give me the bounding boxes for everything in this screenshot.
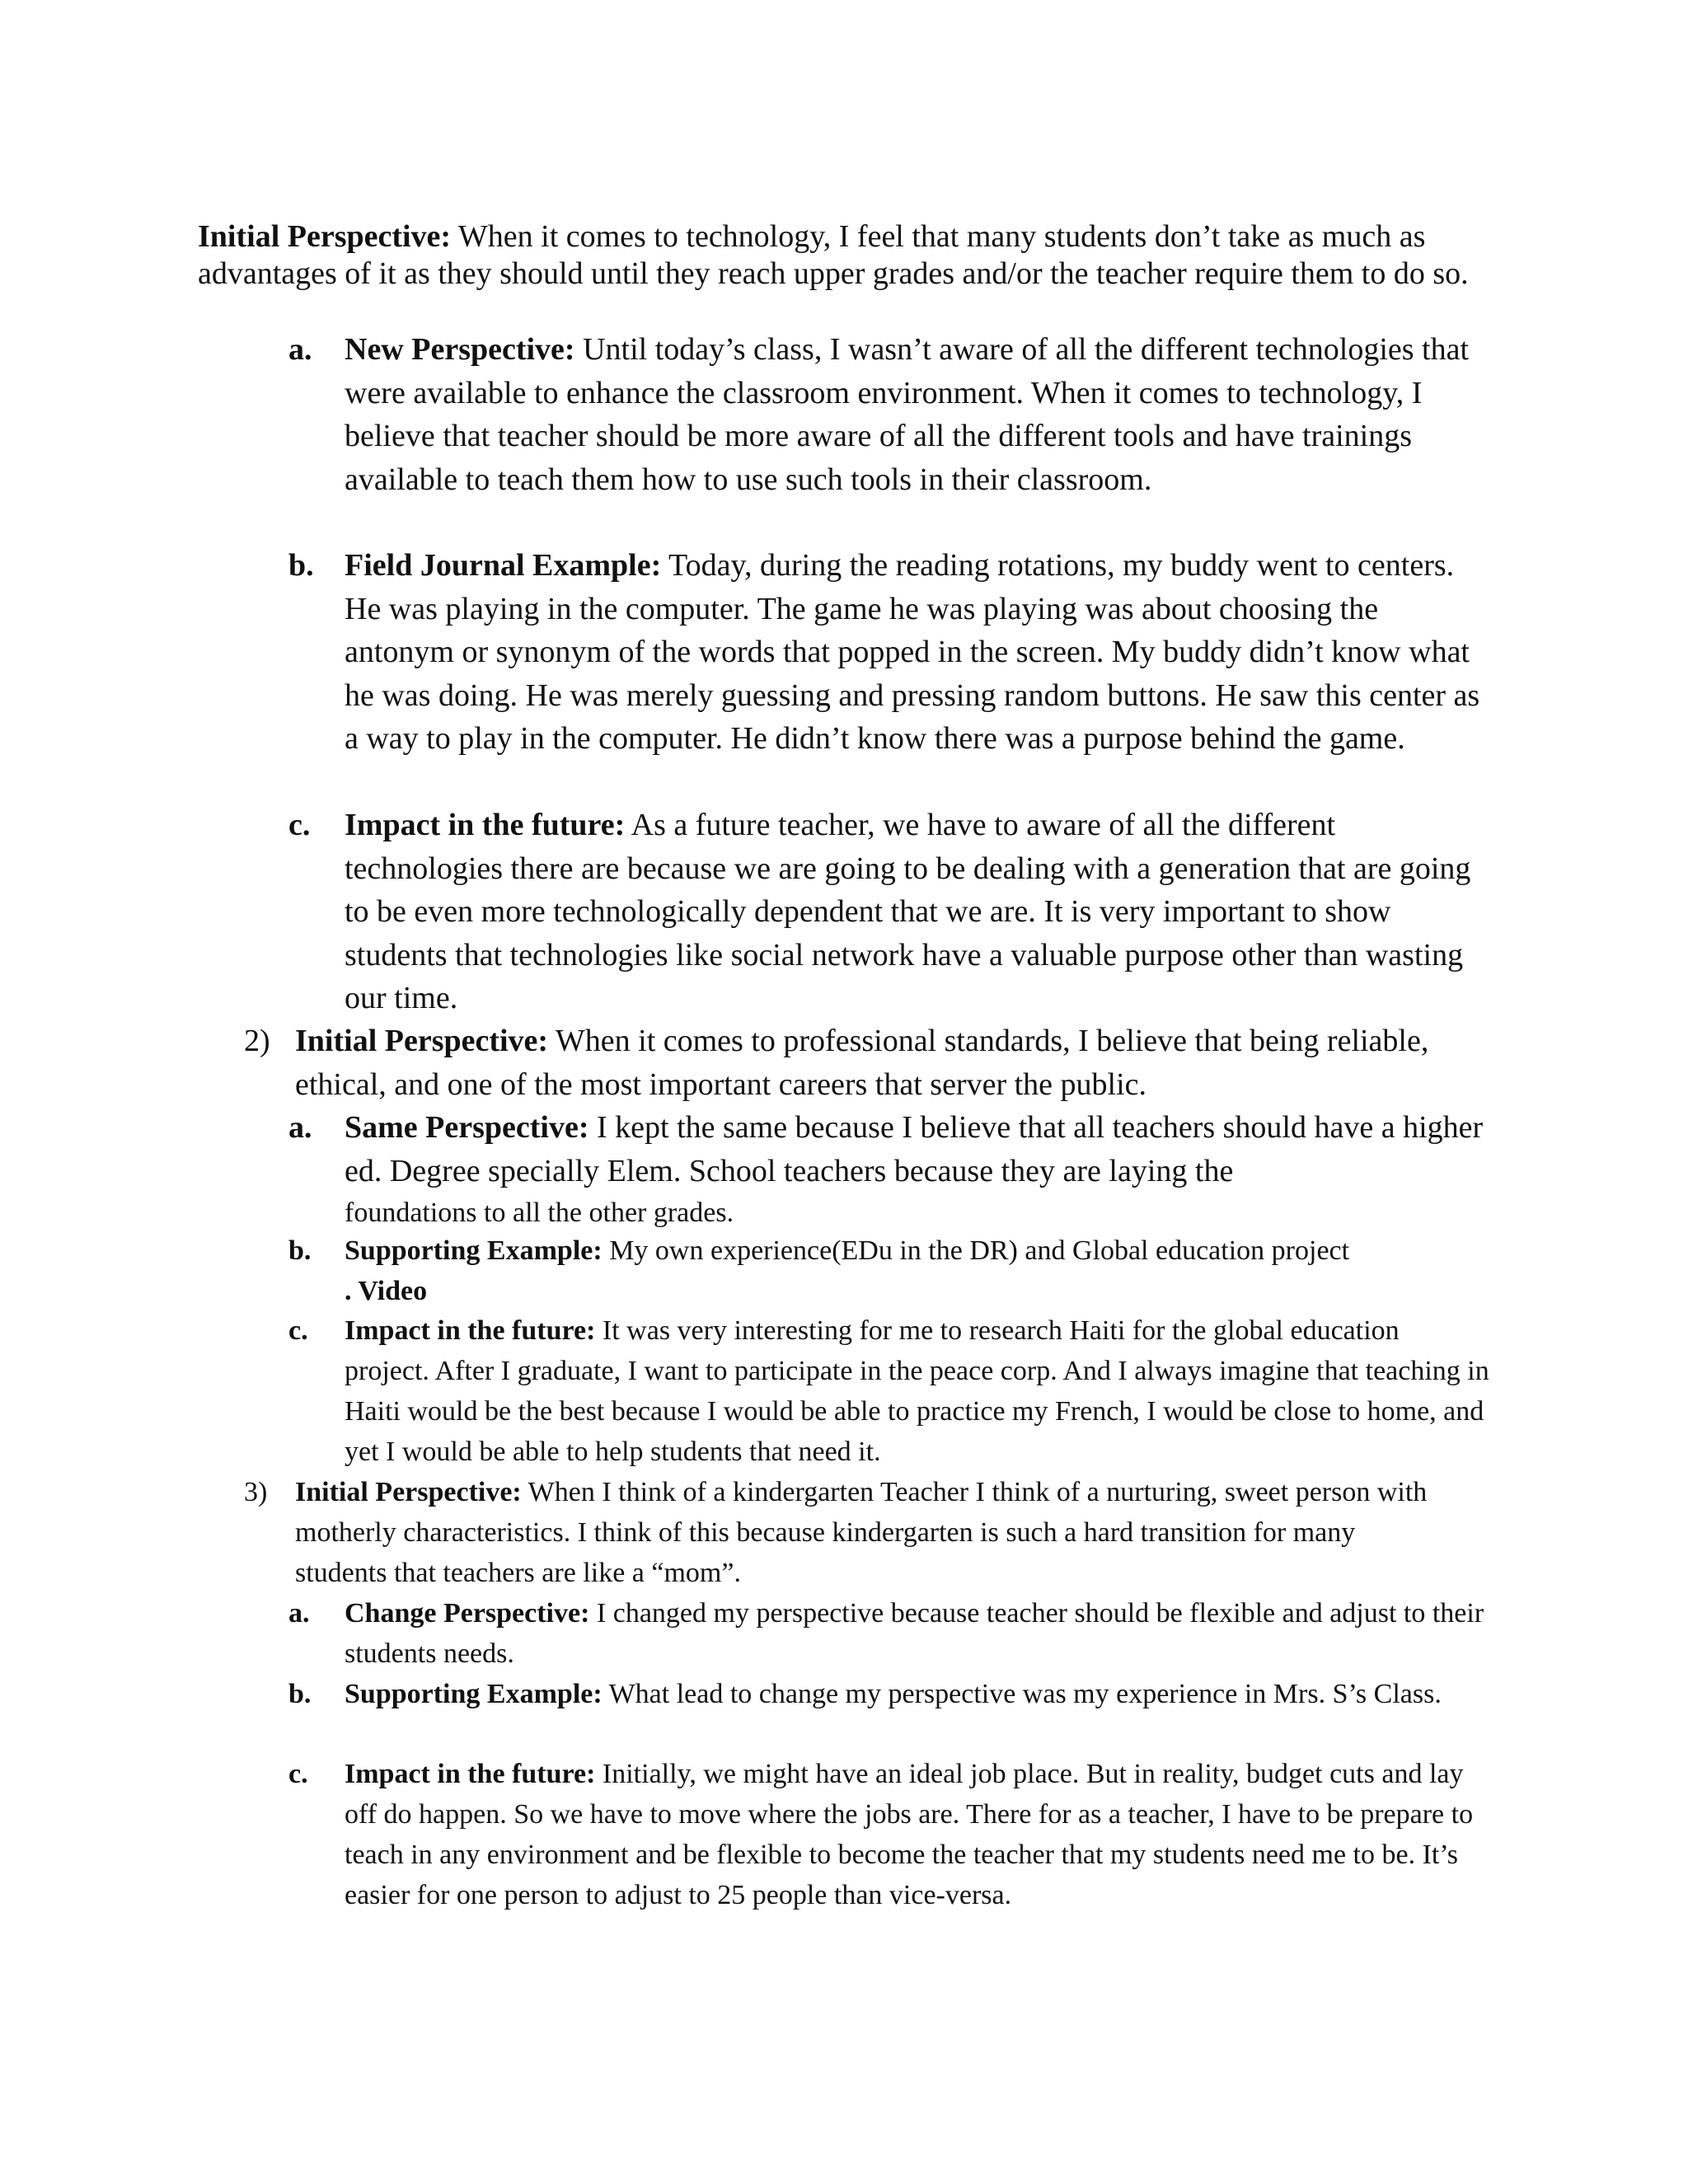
section-2-label: Initial Perspective: <box>295 1024 549 1058</box>
s1-item-c-label: Impact in the future: <box>345 808 626 842</box>
s3-item-a-text: I changed my perspective because teacher should be flexible and adjust to their students needs. <box>345 1598 1484 1669</box>
section-3-heading <box>244 1472 1441 1593</box>
s1-item-c-text: As a future teacher, we have to aware of all the different technologies there are because we are going to be dealing with a generation that are going to be even more technologically dependent that we are. It is very important to show students that technologies like social network have a valuable purpose other than wasting our time. <box>345 808 1471 1015</box>
s3-item-c <box>288 1754 1490 1915</box>
s1-item-a <box>288 328 1490 501</box>
s1-item-a-label: New Perspective: <box>345 332 575 367</box>
section-3-text: When I think of a kindergarten Teacher I think of a nurturing, sweet person with motherly characteristics. I think of this because kindergarten is such a hard transition for many students that teachers are like a “mom”. <box>295 1477 1428 1588</box>
s2-item-c-label: Impact in the future: <box>345 1315 596 1346</box>
s2-item-a-marker: a. <box>288 1110 312 1145</box>
s3-item-b-marker: b. <box>288 1679 312 1709</box>
section-2-heading <box>244 1019 1482 1106</box>
s1-item-c-marker: c. <box>288 808 311 842</box>
intro-label: Initial Perspective: <box>198 219 452 254</box>
s2-item-a-label: Same Perspective: <box>345 1110 589 1145</box>
s2-item-c <box>288 1310 1490 1472</box>
s2-item-b <box>288 1230 1490 1311</box>
s1-item-b-text: Today, during the reading rotations, my buddy went to centers. He was playing in the computer. The game he was playing was about choosing the antonym or synonym of the words that popped in the screen. My buddy didn’t know what he was doing. He was merely guessing and pressing random buttons. He saw this center as a way to play in the computer. He didn’t know there was a purpose behind the game. <box>345 548 1480 756</box>
s3-item-a-label: Change Perspective: <box>345 1598 590 1629</box>
s3-item-c-marker: c. <box>288 1759 308 1789</box>
intro-paragraph <box>198 218 1484 293</box>
s1-item-c <box>288 804 1490 1020</box>
s2-item-a <box>288 1106 1490 1233</box>
s2-item-a-text: I kept the same because I believe that all teachers should have a higher ed. Degree specially Elem. School teachers because they are laying the <box>345 1110 1484 1188</box>
s1-item-a-text: Until today’s class, I wasn’t aware of all the different technologies that were available to enhance the classroom environment. When it comes to technology, I believe that teacher should be more aware of all the different tools and have trainings available to teach them how to use such tools in their classroom. <box>345 332 1470 497</box>
s2-item-b-video: . Video <box>345 1276 428 1306</box>
s1-item-b-label: Field Journal Example: <box>345 548 662 583</box>
s3-item-a <box>288 1593 1490 1674</box>
s2-item-b-text: My own experience(EDu in the DR) and Global education project <box>602 1235 1350 1266</box>
s1-item-a-marker: a. <box>288 332 312 367</box>
s2-item-b-label: Supporting Example: <box>345 1235 603 1266</box>
s3-item-c-label: Impact in the future: <box>345 1759 596 1789</box>
s3-item-b-text: What lead to change my perspective was my experience in Mrs. S’s Class. <box>602 1679 1442 1709</box>
s3-item-c-text: Initially, we might have an ideal job place. But in reality, budget cuts and lay off do happen. So we have to move where the jobs are. There for as a teacher, I have to be prepare to teach in any environment and be flexible to become the teacher that my students need me to be. It’s easier for one person to adjust to 25 people than vice-versa. <box>345 1759 1474 1910</box>
section-3-marker: 3) <box>244 1477 268 1507</box>
s2-item-a-continuation: foundations to all the other grades. <box>345 1197 734 1228</box>
s1-item-b <box>288 544 1490 761</box>
s3-item-b <box>288 1674 1490 1714</box>
intro-text: When it comes to technology, I feel that many students don’t take as much as advantages of it as they should until they reach upper grades and/or the teacher require them to do so. <box>198 219 1469 291</box>
s3-item-a-marker: a. <box>288 1598 310 1629</box>
s2-item-b-marker: b. <box>288 1235 312 1266</box>
s3-item-b-label: Supporting Example: <box>345 1679 603 1709</box>
s2-item-c-text: It was very interesting for me to research Haiti for the global education project. After I graduate, I want to participate in the peace corp. And I always imagine that teaching in Haiti would be the best because I would be able to practice my French, I would be close to home, and yet I would be able to help students that need it. <box>345 1315 1489 1467</box>
section-2-marker: 2) <box>244 1024 270 1058</box>
s2-item-c-marker: c. <box>288 1315 308 1346</box>
section-3-label: Initial Perspective: <box>295 1477 522 1507</box>
section-2-text: When it comes to professional standards, I believe that being reliable, ethical, and one of the most important careers that server the public. <box>295 1024 1429 1102</box>
s1-item-b-marker: b. <box>288 548 314 583</box>
